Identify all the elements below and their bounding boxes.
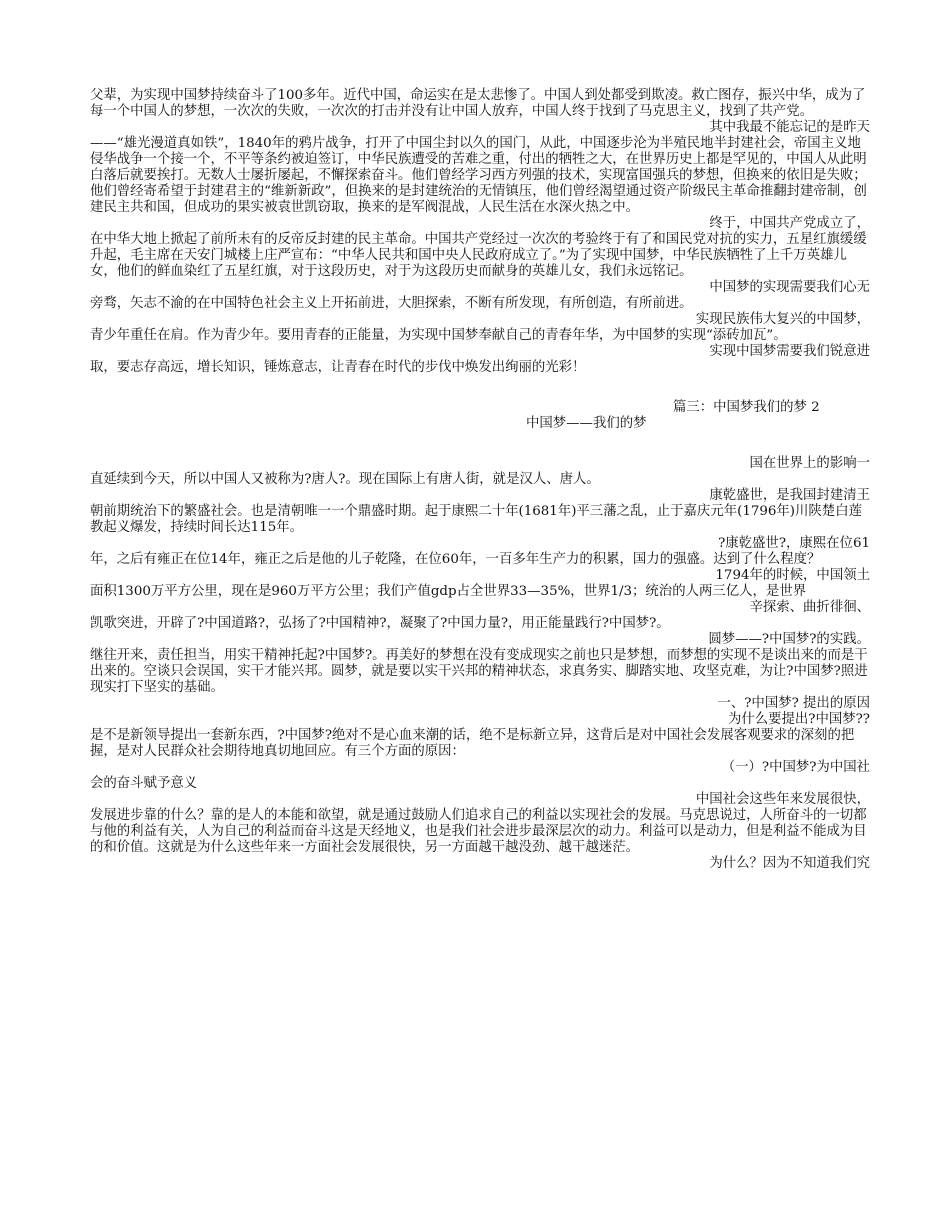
paragraph: 1794年的时候，中国领土 [715, 568, 870, 583]
paragraph: 会的奋斗赋予意义 [90, 776, 198, 791]
document-title: 中国梦——我们的梦 [526, 416, 647, 431]
section-heading: 一、?中国梦? 提出的原因 [717, 696, 870, 711]
paragraph: 终于，中国共产党成立了， [709, 216, 870, 231]
paragraph: ?康乾盛世?，康熙在位61 [718, 536, 870, 551]
paragraph: 为什么？因为不知道我们究 [709, 856, 870, 871]
paragraph: 其中我最不能忘记的是昨天 [709, 120, 870, 135]
paragraph: 康乾盛世，是我国封建清王 [709, 488, 870, 503]
section-subheading: 为什么要提出?中国梦?? [727, 712, 870, 727]
paragraph: 实现中国梦需要我们锐意进 [709, 344, 870, 359]
paragraph: 发展进步靠的什么？靠的是人的本能和欲望，就是通过鼓励人们追求自己的利益以实现社会的发展。马克思说过，人所奋斗的一切都与他的利益有关，人为自己的利益而奋斗这是天经地义，也是我们社会进步最深层次的动力。利益可以是动力，但是利益不能成为目的和价值。这就是为什么这些年来一方面社会发展很快，另一方面越干越没劲、越干越迷茫。 [90, 808, 867, 855]
paragraph: 辛探索、曲折徘徊、 [749, 600, 870, 615]
paragraph: ——“雄光漫道真如铁”，1840年的鸦片战争，打开了中国尘封以久的国门，从此，中国逐步沦为半殖民地半封建社会，帝国主义地侵华战争一个接一个，不平等条约被迫签订，中华民族遭受的苦难之重，付出的牺牲之大，在世界历史上都是罕见的，中国人从此明白落后就要挨打。无数人士屡折屡起，不懈探索奋斗。他们曾经学习西方列强的技术，实现富国强兵的梦想，但换来的依旧是失败；他们曾经寄希望于封建君主的“维新新政”，但换来的是封建统治的无情镇压，他们曾经渴望通过资产阶级民主革命推翻封建帝制，创建民主共和国，但成功的果实被袁世凯窃取，换来的是军阀混战，人民生活在水深火热之中。 [90, 136, 867, 215]
paragraph: 中国梦的实现需要我们心无 [709, 280, 870, 295]
document-body [90, 88, 870, 872]
paragraph: 朝前期统治下的繁盛社会。也是清朝唯一一个鼎盛时期。起于康熙二十年(1681年)平三藩之乱，止于嘉庆元年(1796年)川陕楚白莲教起义爆发，持续时间长达115年。 [90, 504, 862, 535]
paragraph: 圆梦——?中国梦?的实践。 [708, 632, 870, 647]
paragraph: 继往开来，责任担当，用实干精神托起?中国梦?。再美好的梦想在没有变成现实之前也只是梦想，而梦想的实现不是谈出来的而是干出来的。空谈只会误国，实干才能兴邦。圆梦，就是要以实干兴邦的精神状态，求真务实、脚踏实地、攻坚克难，为让?中国梦?照进现实打下坚实的基础。 [90, 648, 868, 695]
paragraph: 年，之后有雍正在位14年，雍正之后是他的儿子乾隆，在位60年，一百多年生产力的积累，国力的强盛。达到了什么程度？ [90, 552, 821, 567]
paragraph: 取，要志存高远，增长知识，锤炼意志，让青春在时代的步伐中焕发出绚丽的光彩！ [90, 360, 586, 375]
paragraph: 凯歌突进，开辟了?中国道路?，弘扬了?中国精神?，凝聚了?中国力量?，用正能量践行?中国梦?。 [90, 616, 670, 631]
paragraph: 实现民族伟大复兴的中国梦， [695, 312, 870, 327]
paragraph: 旁骛，矢志不渝的在中国特色社会主义上开拓前进，大胆探索，不断有所发现，有所创造，有所前进。 [90, 296, 693, 311]
spacer [90, 376, 870, 400]
paragraph: 父辈，为实现中国梦持续奋斗了100多年。近代中国，命运实在是太悲惨了。中国人到处都受到欺凌。救亡图存，振兴中华，成为了每一个中国人的梦想，一次次的失败，一次次的打击并没有让中国人放弃，中国人终于找到了马克思主义，找到了共产党。 [90, 88, 866, 119]
paragraph: 面积1300万平方公里，现在是960万平方公里；我们产值gdp占全世界33—35%，世界1/3；统治的人两三亿人，是世界 [90, 584, 807, 599]
paragraph: 是不是新领导提出一套新东西，?中国梦?绝对不是心血来潮的话，绝不是标新立异，这背后是对中国社会发展客观要求的深刻的把握，是对人民群众社会期待地真切地回应。有三个方面的原因： [90, 728, 855, 759]
paragraph: 青少年重任在肩。作为青少年。要用青春的正能量，为实现中国梦奉献自己的青春年华，为中国梦的实现“添砖加瓦”。 [90, 328, 787, 343]
paragraph: 在中华大地上掀起了前所未有的反帝反封建的民主革命。中国共产党经过一次次的考验终于有了和国民党对抗的实力，五星红旗缓缓升起，毛主席在天安门城楼上庄严宣布：“中华人民共和国中央人民政府成立了。”为了实现中国梦，中华民族牺牲了上千万英雄儿女，他们的鲜血染红了五星红旗，对于这段历史，对于为这段历史而献身的英雄儿女，我们永远铭记。 [90, 232, 867, 279]
section-heading: 篇三：中国梦我们的梦 2 [673, 400, 820, 415]
spacer [90, 432, 870, 456]
paragraph: 国在世界上的影响一 [749, 456, 870, 471]
paragraph: 中国社会这些年来发展很快， [695, 792, 870, 807]
paragraph: 直延续到今天，所以中国人又被称为?唐人?。现在国际上有唐人街，就是汉人、唐人。 [90, 472, 600, 487]
section-subheading: （一）?中国梦?为中国社 [721, 760, 870, 775]
